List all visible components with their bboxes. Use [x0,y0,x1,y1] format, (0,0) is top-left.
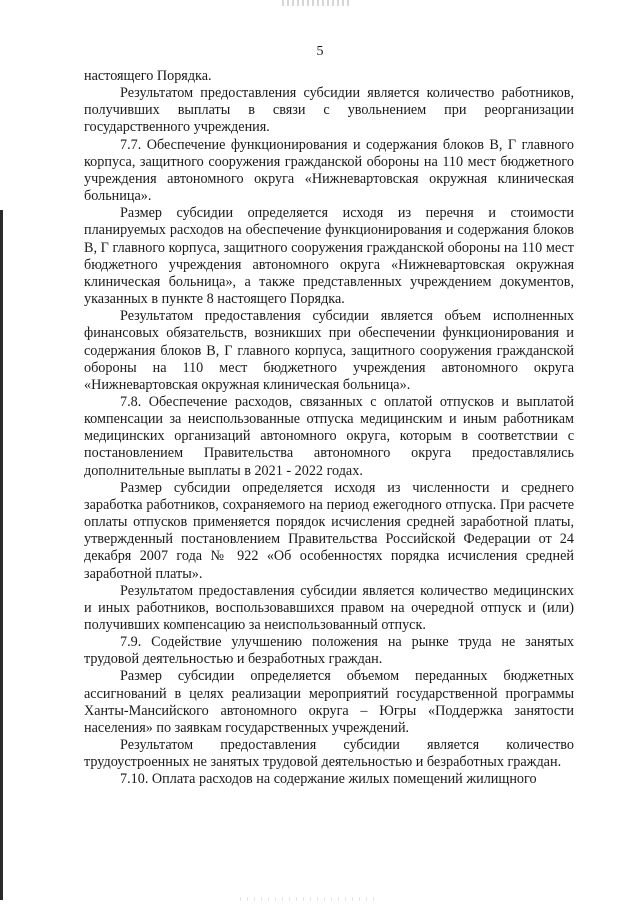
scan-artifact-top [282,0,352,6]
paragraph: Результатом предоставления субсидии является количество трудоустроенных не занятых трудовой деятельностью и безработных граждан. [84,737,574,771]
paragraph: 7.9. Содействие улучшению положения на рынке труда не занятых трудовой деятельностью и безработных граждан. [84,634,574,668]
paragraph: Размер субсидии определяется объемом переданных бюджетных ассигнований в целях реализации мероприятий государственной программы Ханты-Мансийского автономного округа – Югры «Поддержка занятости населения» по заявкам государственных учреждений. [84,668,574,736]
scan-artifact-bottom [240,897,380,901]
paragraph: 7.7. Обеспечение функционирования и содержания блоков В, Г главного корпуса, защитного сооружения гражданской обороны на 110 мест бюджетного учреждения автономного округа «Нижневартовская окружная клиническая больница». [84,136,574,205]
document-body [84,68,574,789]
paragraph: Размер субсидии определяется исходя из численности и среднего заработка работников, сохраняемого на период ежегодного отпуска. При расчете оплаты отпусков применяется порядок исчисления средней заработной платы, утвержденный постановлением Правительства Российской Федерации от 24 декабря 2007 года № 922 «Об особенностях порядка исчисления средней заработной платы». [84,479,574,582]
paragraph: 7.10. Оплата расходов на содержание жилых помещений жилищного [120,771,537,788]
paragraph: 7.8. Обеспечение расходов, связанных с оплатой отпусков и выплатой компенсации за неиспользованные отпуска медицинским и иным работникам медицинских организаций автономного округа, которым в соответствии с постановлением Правительства автономного округа предоставлялись дополнительные выплаты в 2021 - 2022 годах. [84,393,574,479]
page-number: 5 [316,44,324,59]
scan-edge-line [0,210,3,900]
paragraph: Результатом предоставления субсидии является количество работников, получивших выплаты в связи с увольнением при реорганизации государственного учреждения. [84,85,574,136]
paragraph: Результатом предоставления субсидии является объем исполненных финансовых обязательств, возникших при обеспечении функционирования и содержания блоков В, Г главного корпуса, защитного сооружения гражданской обороны на 110 мест бюджетного учреждения автономного округа «Нижневартовская окружная клиническая больница». [84,308,574,393]
paragraph: настоящего Порядка. [84,68,212,84]
paragraph: Результатом предоставления субсидии является количество медицинских и иных работников, воспользовавшихся правом на очередной отпуск и (или) получивших компенсацию за неиспользованный отпуск. [84,582,574,633]
paragraph: Размер субсидии определяется исходя из перечня и стоимости планируемых расходов на обеспечение функционирования и содержания блоков В, Г главного корпуса, защитного сооружения гражданской обороны на 110 мест бюджетного учреждения автономного округа «Нижневартовская окружная клиническая больница», а также представленных учреждением документов, указанных в пункте 8 настоящего Порядка. [84,205,574,308]
